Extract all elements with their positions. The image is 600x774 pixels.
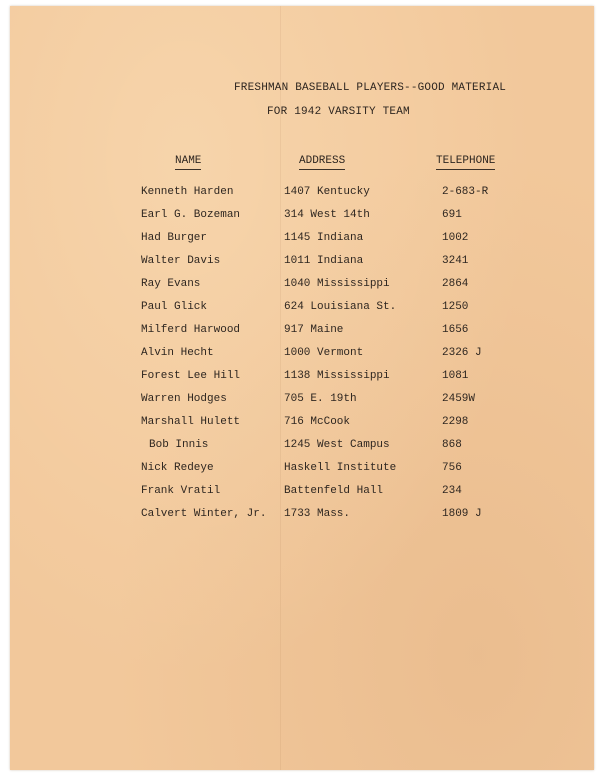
player-address: Haskell Institute [284, 462, 397, 474]
table-row [10, 506, 594, 522]
player-name: Earl G. Bozeman [141, 209, 241, 221]
table-row [10, 460, 594, 476]
player-name: Forest Lee Hill [141, 370, 241, 382]
paper-fold-line [280, 6, 281, 770]
player-address: 1245 West Campus [284, 439, 390, 451]
table-row [10, 253, 594, 269]
player-address: 1145 Indiana [284, 232, 364, 244]
table-row [10, 207, 594, 223]
column-header-name: NAME [175, 155, 201, 170]
player-telephone: 2459W [442, 393, 476, 405]
table-row [10, 368, 594, 384]
player-address: 1407 Kentucky [284, 186, 370, 198]
player-name: Nick Redeye [141, 462, 214, 474]
table-row [10, 184, 594, 200]
table-row [10, 345, 594, 361]
table-row [10, 276, 594, 292]
table-row [10, 437, 594, 453]
player-telephone: 1002 [442, 232, 469, 244]
player-address: 1138 Mississippi [284, 370, 390, 382]
player-telephone: 1656 [442, 324, 469, 336]
player-telephone: 1809 J [442, 508, 482, 520]
player-address: 716 McCook [284, 416, 351, 428]
player-name: Warren Hodges [141, 393, 227, 405]
column-header-telephone: TELEPHONE [436, 155, 495, 170]
player-address: 314 West 14th [284, 209, 370, 221]
typed-document-page [10, 6, 594, 770]
table-row [10, 299, 594, 315]
player-name: Milferd Harwood [141, 324, 241, 336]
player-name: Paul Glick [141, 301, 208, 313]
player-telephone: 691 [442, 209, 462, 221]
player-telephone: 756 [442, 462, 462, 474]
player-telephone: 1081 [442, 370, 469, 382]
player-telephone: 1250 [442, 301, 469, 313]
player-name: Had Burger [141, 232, 208, 244]
player-telephone: 2-683-R [442, 186, 489, 198]
player-name: Bob Innis [149, 439, 209, 451]
player-name: Calvert Winter, Jr. [141, 508, 267, 520]
player-telephone: 234 [442, 485, 462, 497]
player-name: Ray Evans [141, 278, 201, 290]
player-address: 624 Louisiana St. [284, 301, 397, 313]
player-telephone: 868 [442, 439, 462, 451]
table-row [10, 391, 594, 407]
table-row [10, 322, 594, 338]
document-title-line-1: FRESHMAN BASEBALL PLAYERS--GOOD MATERIAL [234, 82, 507, 94]
player-telephone: 2864 [442, 278, 469, 290]
player-name: Alvin Hecht [141, 347, 214, 359]
player-address: 1040 Mississippi [284, 278, 390, 290]
player-address: 1000 Vermont [284, 347, 364, 359]
player-telephone: 3241 [442, 255, 469, 267]
player-name: Walter Davis [141, 255, 221, 267]
document-title-line-2: FOR 1942 VARSITY TEAM [267, 106, 410, 118]
player-address: Battenfeld Hall [284, 485, 384, 497]
table-row [10, 414, 594, 430]
table-row [10, 230, 594, 246]
player-address: 705 E. 19th [284, 393, 357, 405]
player-name: Frank Vratil [141, 485, 221, 497]
player-address: 917 Maine [284, 324, 344, 336]
table-row [10, 483, 594, 499]
player-telephone: 2298 [442, 416, 469, 428]
column-header-address: ADDRESS [299, 155, 345, 170]
player-name: Marshall Hulett [141, 416, 241, 428]
player-address: 1011 Indiana [284, 255, 364, 267]
player-name: Kenneth Harden [141, 186, 234, 198]
player-telephone: 2326 J [442, 347, 482, 359]
player-address: 1733 Mass. [284, 508, 351, 520]
